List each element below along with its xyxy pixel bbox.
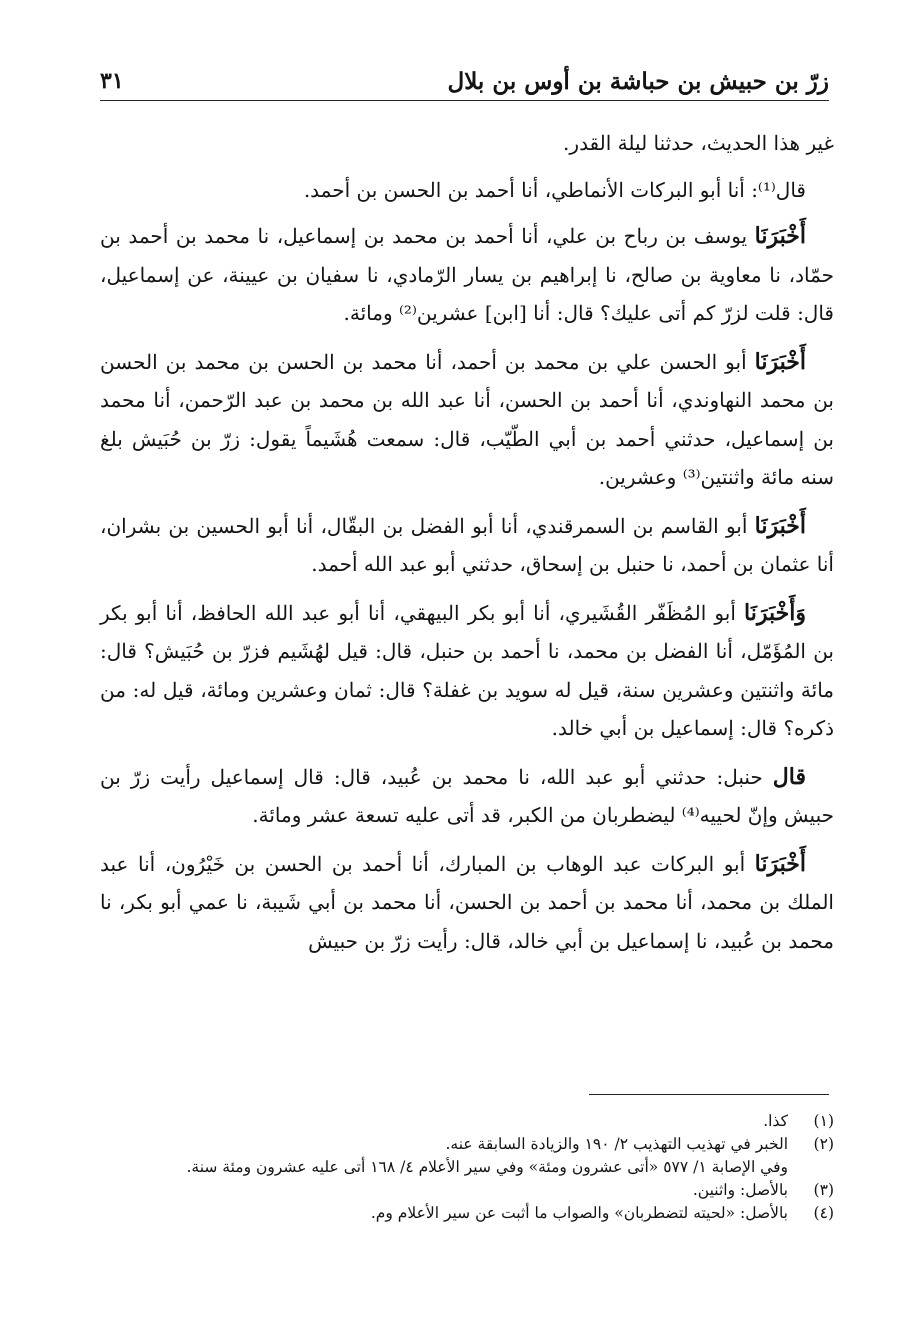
- paragraph-keyword: وَأَخْبَرَنَا: [744, 599, 806, 626]
- footnote-text: الخبر في تهذيب التهذيب ٢/ ١٩٠ والزيادة السابقة عنه.: [445, 1135, 788, 1153]
- footnote-number: (٣): [813, 1181, 834, 1199]
- paragraph-keyword: قال: [772, 763, 806, 790]
- page-header: [100, 66, 829, 101]
- paragraph-text: أبو القاسم بن السمرقندي، أنا أبو الفضل بن البقّال، أنا أبو الحسين بن بشران، أنا عثمان بن أحمد، نا حنبل بن إسحاق، حدثني أبو عبد الله أحمد.: [100, 513, 834, 576]
- footnote: [100, 1179, 834, 1202]
- footnote: [100, 1110, 834, 1133]
- main-text: [100, 124, 834, 970]
- paragraph-text: أبو المُظَفّر القُشَيري، أنا أبو بكر البيهقي، أنا أبو عبد الله الحافظ، أنا أبو بكر بن المُؤَمّل، أنا الفضل بن محمد، نا أحمد بن حنبل، قال: قيل لهُشَيم فزرّ بن حُبَيش؟ قال: مائة واثنتين وعشرين سنة، قيل له سويد بن غفلة؟ قال: ثمان وعشرين ومائة، قيل له: من ذكره؟ قال: إسماعيل بن أبي خالد.: [100, 600, 835, 740]
- paragraph: [100, 758, 834, 835]
- page-number: ٣١: [100, 68, 124, 94]
- running-head: زرّ بن حبيش بن حباشة بن أوس بن بلال: [447, 68, 829, 95]
- paragraph: [100, 845, 834, 961]
- paragraph-text: أبو الحسن علي بن محمد بن أحمد، أنا محمد بن الحسن بن محمد بن الحسن بن محمد النهاوندي، أنا أحمد بن الحسن، أنا عبد الله بن محمد بن عبد الرّحمن، أنا محمد بن إسماعيل، حدثني أحمد بن أبي الطّيّب، قال: سمعت هُشَيماً يقول: زرّ بن حُبَيش بلغ سنه مائة واثنتين⁽³⁾ وعشرين.: [100, 349, 834, 489]
- paragraph: [100, 343, 834, 497]
- paragraph-text: غير هذا الحديث، حدثنا ليلة القدر.: [563, 131, 834, 155]
- footnote-number: (١): [813, 1112, 834, 1130]
- footnote-text: بالأصل: واثنين.: [692, 1181, 788, 1199]
- paragraph-keyword: أَخْبَرَنَا: [754, 223, 806, 249]
- paragraph-keyword: أَخْبَرَنَا: [754, 850, 806, 877]
- paragraph-text: أبو البركات عبد الوهاب بن المبارك، أنا أحمد بن الحسن بن خَيْرُون، أنا عبد الملك بن محمد، أنا محمد بن أحمد بن الحسن، أنا محمد بن أبي شَيبة، نا عمي أبو بكر، نا محمد بن عُبيد، نا إسماعيل بن أبي خالد، قال: رأيت زرّ بن حبيش: [100, 851, 834, 953]
- footnote: [100, 1133, 834, 1179]
- footnote-text: وفي الإصابة ١/ ٥٧٧ «أتى عشرون ومئة» وفي سير الأعلام ٤/ ١٦٨ أتى عليه عشرون ومئة سنة.: [186, 1158, 788, 1176]
- footnote: [100, 1202, 834, 1225]
- paragraph-keyword: أَخْبَرَنَا: [754, 348, 806, 375]
- paragraph-text: حنبل: حدثني أبو عبد الله، نا محمد بن عُبيد، قال: قال إسماعيل رأيت زرّ بن حبيش وإنّ لحييه⁽⁴⁾ ليضطربان من الكبر، قد أتى عليه تسعة عشر ومائة.: [100, 764, 834, 827]
- paragraph-text: قال⁽¹⁾: أنا أبو البركات الأنماطي، أنا أحمد بن الحسن بن أحمد.: [303, 177, 806, 202]
- footnote-number: (٤): [813, 1204, 834, 1222]
- footnotes: [100, 1110, 834, 1225]
- paragraph: [100, 217, 834, 333]
- paragraph-text: يوسف بن رباح بن علي، أنا أحمد بن محمد بن إسماعيل، نا محمد بن أحمد بن حمّاد، نا معاوية بن صالح، نا إبراهيم بن يسار الرّمادي، نا سفيان بن عيينة، عن إسماعيل، قال: قلت لزرّ كم أتى عليك؟ قال: أنا [ابن] عشرين⁽²⁾ ومائة.: [100, 224, 834, 325]
- footnote-text: كذا.: [763, 1112, 788, 1130]
- paragraph: [100, 124, 834, 163]
- footnote-number: (٢): [813, 1135, 834, 1153]
- footnote-text: بالأصل: «لحيته لتضطربان» والصواب ما أثبت عن سير الأعلام وم.: [370, 1204, 788, 1222]
- paragraph: [100, 507, 834, 584]
- paragraph-keyword: أَخْبَرَنَا: [754, 512, 806, 539]
- paragraph: [100, 594, 834, 748]
- paragraph: [100, 171, 834, 210]
- footnote-divider: [589, 1094, 829, 1095]
